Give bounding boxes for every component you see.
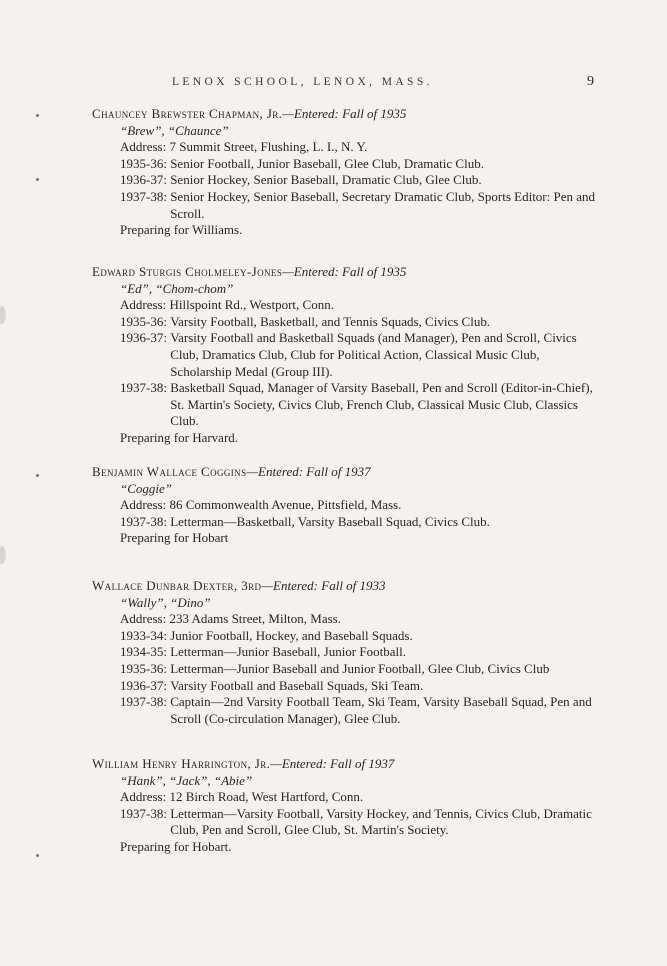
- nicknames: “Hank”, “Jack”, “Abie”: [120, 772, 253, 788]
- year-record: 1937-38: Captain—2nd Varsity Football Team, Ski Team, Varsity Baseball Squad, Pen and Scroll (Co-circulation Manager), Glee Club.: [120, 694, 592, 726]
- page-speck: [36, 114, 39, 117]
- binder-hole: [0, 306, 6, 324]
- student-entry: [92, 578, 602, 727]
- nicknames: “Ed”, “Chom-chom”: [120, 280, 234, 296]
- entered-date: —Entered: Fall of 1935: [282, 264, 407, 279]
- year-record: 1936-37: Senior Hockey, Senior Baseball, Dramatic Club, Glee Club.: [120, 172, 482, 188]
- student-entry: [92, 464, 602, 547]
- page-speck: [36, 854, 39, 857]
- student-name: Wallace Dunbar Dexter, 3rd: [92, 578, 262, 593]
- binder-hole: [0, 546, 6, 564]
- running-header: LENOX SCHOOL, LENOX, MASS.: [172, 76, 433, 88]
- preparing-for: Preparing for Williams.: [120, 222, 243, 238]
- entered-date: —Entered: Fall of 1935: [282, 106, 407, 121]
- entry-heading: [92, 264, 602, 281]
- address: Address: 233 Adams Street, Milton, Mass.: [120, 611, 341, 627]
- entry-heading: [92, 106, 602, 123]
- year-record: 1935-36: Letterman—Junior Baseball and Junior Football, Glee Club, Civics Club: [120, 660, 550, 676]
- nicknames: “Wally”, “Dino”: [120, 594, 211, 610]
- preparing-for: Preparing for Hobart: [120, 530, 229, 546]
- address: Address: 7 Summit Street, Flushing, L. I., N. Y.: [120, 139, 368, 155]
- year-record: 1937-38: Letterman—Varsity Football, Varsity Hockey, and Tennis, Civics Club, Dramatic Club, Pen and Scroll, Glee Club, St. Martin's Society.: [120, 805, 592, 838]
- year-record: 1936-37: Varsity Football and Basketball Squads (and Manager), Pen and Scroll, Civics Club, Dramatics Club, Club for Political Action, Classical Music Club, Scholarship Medal (Group III).: [120, 330, 577, 379]
- year-record: 1934-35: Letterman—Junior Baseball, Junior Football.: [120, 644, 406, 660]
- entry-heading: [92, 464, 602, 481]
- nicknames: “Brew”, “Chaunce”: [120, 122, 229, 138]
- address: Address: 12 Birch Road, West Hartford, Conn.: [120, 789, 364, 805]
- year-record: 1935-36: Senior Football, Junior Baseball, Glee Club, Dramatic Club.: [120, 155, 484, 171]
- student-name: Chauncey Brewster Chapman, Jr.: [92, 106, 283, 121]
- page-number: 9: [587, 74, 594, 89]
- entered-date: —Entered: Fall of 1937: [246, 464, 371, 479]
- entered-date: —Entered: Fall of 1933: [261, 578, 386, 593]
- address: Address: Hillspoint Rd., Westport, Conn.: [120, 297, 334, 313]
- page-speck: [36, 474, 39, 477]
- preparing-for: Preparing for Hobart.: [120, 838, 232, 854]
- student-entry: [92, 106, 602, 239]
- entry-heading: [92, 756, 602, 773]
- year-record: 1936-37: Varsity Football and Baseball Squads, Ski Team.: [120, 677, 424, 693]
- preparing-for: Preparing for Harvard.: [120, 429, 239, 445]
- page-speck: [36, 178, 39, 181]
- nicknames: “Coggie”: [120, 480, 173, 496]
- entry-heading: [92, 578, 602, 595]
- year-record: 1933-34: Junior Football, Hockey, and Baseball Squads.: [120, 627, 413, 643]
- student-name: William Henry Harrington, Jr.: [92, 756, 271, 771]
- entered-date: —Entered: Fall of 1937: [270, 756, 395, 771]
- year-record: 1935-36: Varsity Football, Basketball, and Tennis Squads, Civics Club.: [120, 313, 491, 329]
- student-name: Edward Sturgis Cholmeley-Jones: [92, 264, 283, 279]
- address: Address: 86 Commonwealth Avenue, Pittsfield, Mass.: [120, 497, 402, 513]
- student-entry: [92, 264, 602, 447]
- student-name: Benjamin Wallace Coggins: [92, 464, 247, 479]
- year-record: 1937-38: Senior Hockey, Senior Baseball, Secretary Dramatic Club, Sports Editor: Pen and Scroll.: [120, 188, 596, 221]
- student-entry: [92, 756, 602, 856]
- year-record: 1937-38: Basketball Squad, Manager of Varsity Baseball, Pen and Scroll (Editor-in-Chief), St. Martin's Society, Civics Club, French Club, Classical Music Club, Classics Club.: [120, 380, 593, 429]
- year-record: 1937-38: Letterman—Basketball, Varsity Baseball Squad, Civics Club.: [120, 513, 490, 529]
